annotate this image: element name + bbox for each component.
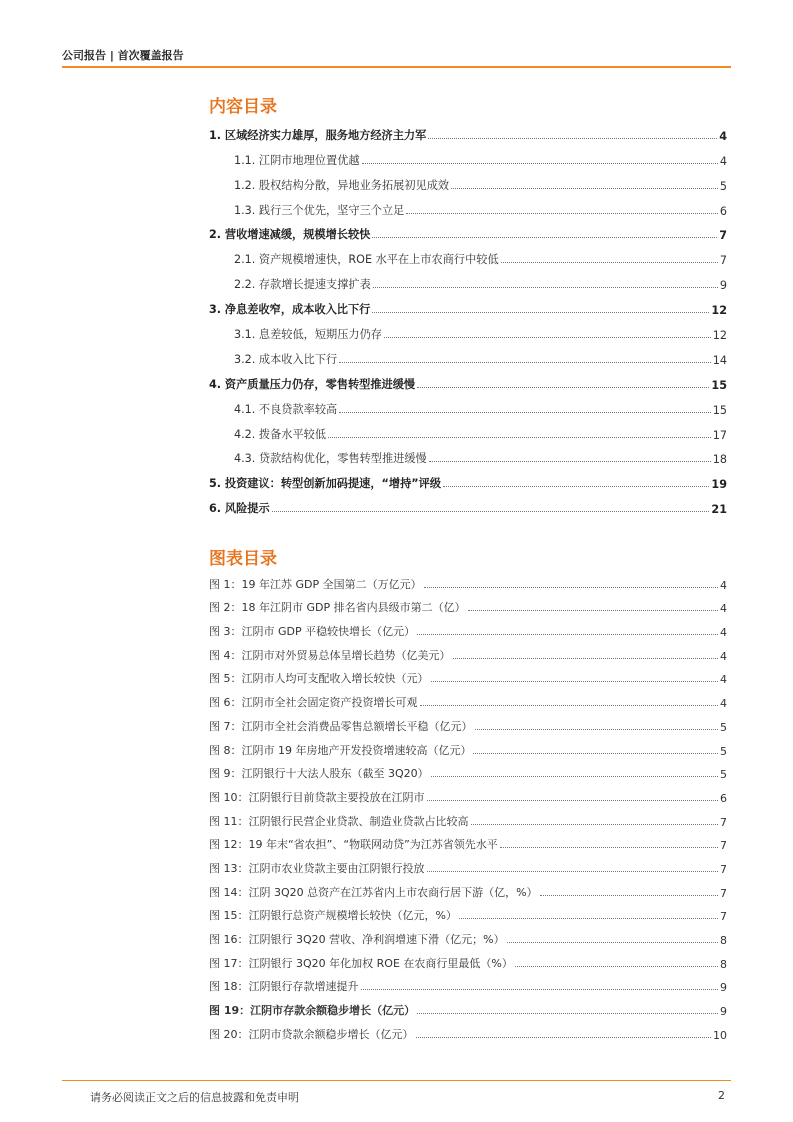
figure-entry-label: 图 17：江阴银行 3Q20 年化加权 ROE 在农商行里最低（%）	[209, 956, 513, 970]
toc-entry-label: 2.2. 存款增长提速支撑扩表	[234, 278, 371, 292]
dot-leader	[473, 753, 718, 754]
toc-entry-page: 21	[711, 503, 727, 517]
dot-leader	[431, 776, 718, 777]
toc-entry-label: 1.3. 践行三个优先，坚守三个立足	[234, 203, 405, 217]
figure-entry[interactable]	[209, 994, 727, 1018]
toc-entry-page: 7	[719, 254, 727, 268]
toc-entry-label: 1.2. 股权结构分散，异地业务拓展初见成效	[234, 178, 450, 192]
figure-entry-page: 8	[720, 957, 727, 971]
dot-leader	[427, 871, 719, 872]
dot-leader	[372, 312, 709, 313]
toc-entry-page: 12	[711, 304, 727, 318]
dot-leader	[507, 942, 718, 943]
dot-leader	[451, 188, 718, 189]
dot-leader	[373, 287, 718, 288]
figure-entry-label: 图 19：江阴市存款余额稳步增长（亿元）	[209, 1004, 416, 1018]
figure-entry-label: 图 10：江阴银行目前贷款主要投放在江阴市	[209, 790, 425, 804]
dot-leader	[427, 800, 719, 801]
figure-entry-page: 7	[720, 815, 727, 829]
figure-entry-label: 图 8：江阴市 19 年房地产开发投资增速较高（亿元）	[209, 743, 472, 757]
dot-leader	[431, 681, 719, 682]
figure-entry-label: 图 9：江阴银行十大法人股东（截至 3Q20）	[209, 767, 429, 781]
dot-leader	[501, 262, 718, 263]
figure-entry-label: 图 4：江阴市对外贸易总体呈增长趋势（亿美元）	[209, 648, 451, 662]
toc-entry[interactable]	[209, 292, 727, 317]
contents-list	[209, 118, 727, 516]
figure-entry-label: 图 14：江阴 3Q20 总资产在江苏省内上市农商行居下游（亿，%）	[209, 885, 538, 899]
figure-entry[interactable]	[209, 734, 727, 758]
figure-entry-page: 4	[720, 649, 727, 663]
dot-leader	[500, 847, 718, 848]
dot-leader	[272, 511, 710, 512]
figure-entry-page: 4	[720, 697, 727, 711]
dot-leader	[384, 337, 711, 338]
dot-leader	[443, 486, 709, 487]
footer-disclaimer: 请务必阅读正文之后的信息披露和免责申明	[90, 1091, 299, 1104]
figure-entry[interactable]	[209, 710, 727, 734]
toc-entry[interactable]	[209, 466, 727, 491]
toc-entry-label: 3.1. 息差较低，短期压力仍存	[234, 328, 382, 342]
figure-entry-label: 图 5：江阴市人均可支配收入增长较快（元）	[209, 672, 429, 686]
figure-entry-page: 5	[720, 744, 727, 758]
contents-title: 内容目录	[209, 97, 277, 117]
figure-entry-label: 图 12：19 年末“省农担”、“物联网动贷”为江苏省领先水平	[209, 838, 498, 852]
figure-entry-page: 5	[720, 720, 727, 734]
dot-leader	[416, 1037, 712, 1038]
figure-entry-page: 7	[720, 886, 727, 900]
dot-leader	[339, 362, 711, 363]
dot-leader	[459, 918, 718, 919]
figure-entry[interactable]	[209, 876, 727, 900]
toc-entry[interactable]	[209, 118, 727, 143]
figure-entry-label: 图 20：江阴市贷款余额稳步增长（亿元）	[209, 1027, 414, 1041]
toc-entry[interactable]	[209, 491, 727, 516]
toc-entry-page: 18	[712, 453, 727, 467]
toc-entry[interactable]	[209, 267, 727, 292]
figure-entry-page: 7	[720, 839, 727, 853]
figure-entry[interactable]	[209, 592, 727, 616]
figure-entry-page: 4	[720, 673, 727, 687]
toc-entry-page: 14	[712, 353, 727, 367]
figure-entry[interactable]	[209, 639, 727, 663]
report-header: 公司报告 | 首次覆盖报告	[62, 49, 184, 62]
dot-leader	[453, 658, 719, 659]
figure-entry[interactable]	[209, 971, 727, 995]
figure-entry-label: 图 3：江阴市 GDP 平稳较快增长（亿元）	[209, 625, 416, 639]
toc-entry-label: 1. 区域经济实力雄厚，服务地方经济主力军	[209, 128, 427, 142]
toc-entry[interactable]	[209, 442, 727, 467]
dot-leader	[424, 587, 718, 588]
dot-leader	[417, 387, 709, 388]
figure-entry-page: 6	[720, 791, 727, 805]
figure-entry-label: 图 18：江阴银行存款增速提升	[209, 980, 359, 994]
toc-entry-page: 15	[711, 378, 727, 392]
figure-entry[interactable]	[209, 663, 727, 687]
page-number: 2	[718, 1089, 725, 1102]
figure-entry-label: 图 2：18 年江阴市 GDP 排名省内县级市第二（亿）	[209, 601, 466, 615]
toc-entry-page: 19	[711, 478, 727, 492]
toc-entry-label: 4.2. 拨备水平较低	[234, 427, 327, 441]
figure-entry-label: 图 7：江阴市全社会消费品零售总额增长平稳（亿元）	[209, 719, 473, 733]
figure-entry[interactable]	[209, 829, 727, 853]
figures-title: 图表目录	[209, 549, 277, 569]
figure-entry[interactable]	[209, 615, 727, 639]
toc-entry-label: 5. 投资建议：转型创新加码提速，“增持”评级	[209, 477, 442, 491]
figures-list	[209, 568, 727, 1042]
dot-leader	[339, 412, 711, 413]
dot-leader	[361, 989, 719, 990]
toc-entry[interactable]	[209, 143, 727, 168]
dot-leader	[420, 705, 719, 706]
toc-entry[interactable]	[209, 193, 727, 218]
dot-leader	[417, 1013, 718, 1014]
toc-entry-page: 17	[712, 428, 727, 442]
figure-entry-page: 9	[720, 981, 727, 995]
figure-entry[interactable]	[209, 686, 727, 710]
figure-entry-label: 图 16：江阴银行 3Q20 营收、净利润增速下滑（亿元；%）	[209, 933, 505, 946]
figure-entry[interactable]	[209, 805, 727, 829]
figure-entry-label: 图 15：江阴银行总资产规模增长较快（亿元，%）	[209, 909, 457, 923]
dot-leader	[540, 895, 718, 896]
toc-entry[interactable]	[209, 242, 727, 267]
figure-entry-page: 10	[713, 1028, 727, 1042]
toc-entry-label: 4.3. 贷款结构优化，零售转型推进缓慢	[234, 452, 427, 466]
toc-entry-label: 2. 营收增速减缓，规模增长较快	[209, 228, 371, 242]
toc-entry-page: 15	[712, 403, 727, 417]
toc-entry[interactable]	[209, 417, 727, 442]
figure-entry-page: 7	[720, 910, 727, 924]
dot-leader	[328, 437, 711, 438]
figure-entry[interactable]	[209, 781, 727, 805]
toc-entry-page: 4	[719, 129, 727, 143]
dot-leader	[428, 138, 717, 139]
toc-entry-page: 7	[719, 229, 727, 243]
footer-divider	[62, 1080, 731, 1081]
figure-entry-page: 8	[720, 934, 727, 947]
figure-entry-label: 图 1：19 年江苏 GDP 全国第二（万亿元）	[209, 577, 422, 591]
toc-entry-page: 4	[719, 154, 727, 168]
figure-entry-page: 9	[720, 1005, 727, 1019]
toc-entry-page: 5	[719, 179, 727, 193]
figure-entry[interactable]	[209, 923, 727, 947]
toc-entry[interactable]	[209, 367, 727, 392]
dot-leader	[417, 634, 718, 635]
toc-entry-label: 3. 净息差收窄，成本收入比下行	[209, 303, 371, 317]
dot-leader	[362, 163, 718, 164]
toc-entry-page: 6	[719, 204, 727, 218]
figure-entry[interactable]	[209, 568, 727, 592]
toc-entry[interactable]	[209, 317, 727, 342]
header-divider	[62, 66, 731, 68]
figure-entry-label: 图 6：江阴市全社会固定资产投资增长可观	[209, 696, 418, 710]
toc-entry[interactable]	[209, 392, 727, 417]
dot-leader	[515, 966, 718, 967]
figure-entry-page: 4	[720, 602, 727, 616]
toc-entry-label: 4. 资产质量压力仍存，零售转型推进缓慢	[209, 377, 416, 391]
figure-entry-page: 4	[720, 578, 727, 592]
figure-entry[interactable]	[209, 947, 727, 971]
figure-entry[interactable]	[209, 900, 727, 924]
figure-entry[interactable]	[209, 852, 727, 876]
toc-entry-page: 9	[719, 279, 727, 293]
figure-entry-page: 4	[720, 626, 727, 640]
dot-leader	[429, 461, 711, 462]
dot-leader	[471, 824, 719, 825]
figure-entry[interactable]	[209, 758, 727, 782]
toc-entry-label: 4.1. 不良贷款率较高	[234, 402, 338, 416]
figure-entry-label: 图 11：江阴银行民营企业贷款、制造业贷款占比较高	[209, 814, 469, 828]
dot-leader	[468, 610, 718, 611]
toc-entry[interactable]	[209, 168, 727, 193]
figure-entry-label: 图 13：江阴市农业贷款主要由江阴银行投放	[209, 861, 425, 875]
dot-leader	[372, 237, 717, 238]
figure-entry-page: 5	[720, 768, 727, 782]
dot-leader	[406, 213, 718, 214]
toc-entry-label: 2.1. 资产规模增速快，ROE 水平在上市农商行中较低	[234, 253, 499, 267]
toc-entry-page: 12	[712, 329, 727, 343]
dot-leader	[475, 729, 719, 730]
toc-entry-label: 3.2. 成本收入比下行	[234, 352, 338, 366]
toc-entry-label: 1.1. 江阴市地理位置优越	[234, 153, 360, 167]
figure-entry-page: 7	[720, 862, 727, 876]
figure-entry[interactable]	[209, 1018, 727, 1042]
toc-entry-label: 6. 风险提示	[209, 502, 270, 516]
toc-entry[interactable]	[209, 342, 727, 367]
toc-entry[interactable]	[209, 218, 727, 243]
